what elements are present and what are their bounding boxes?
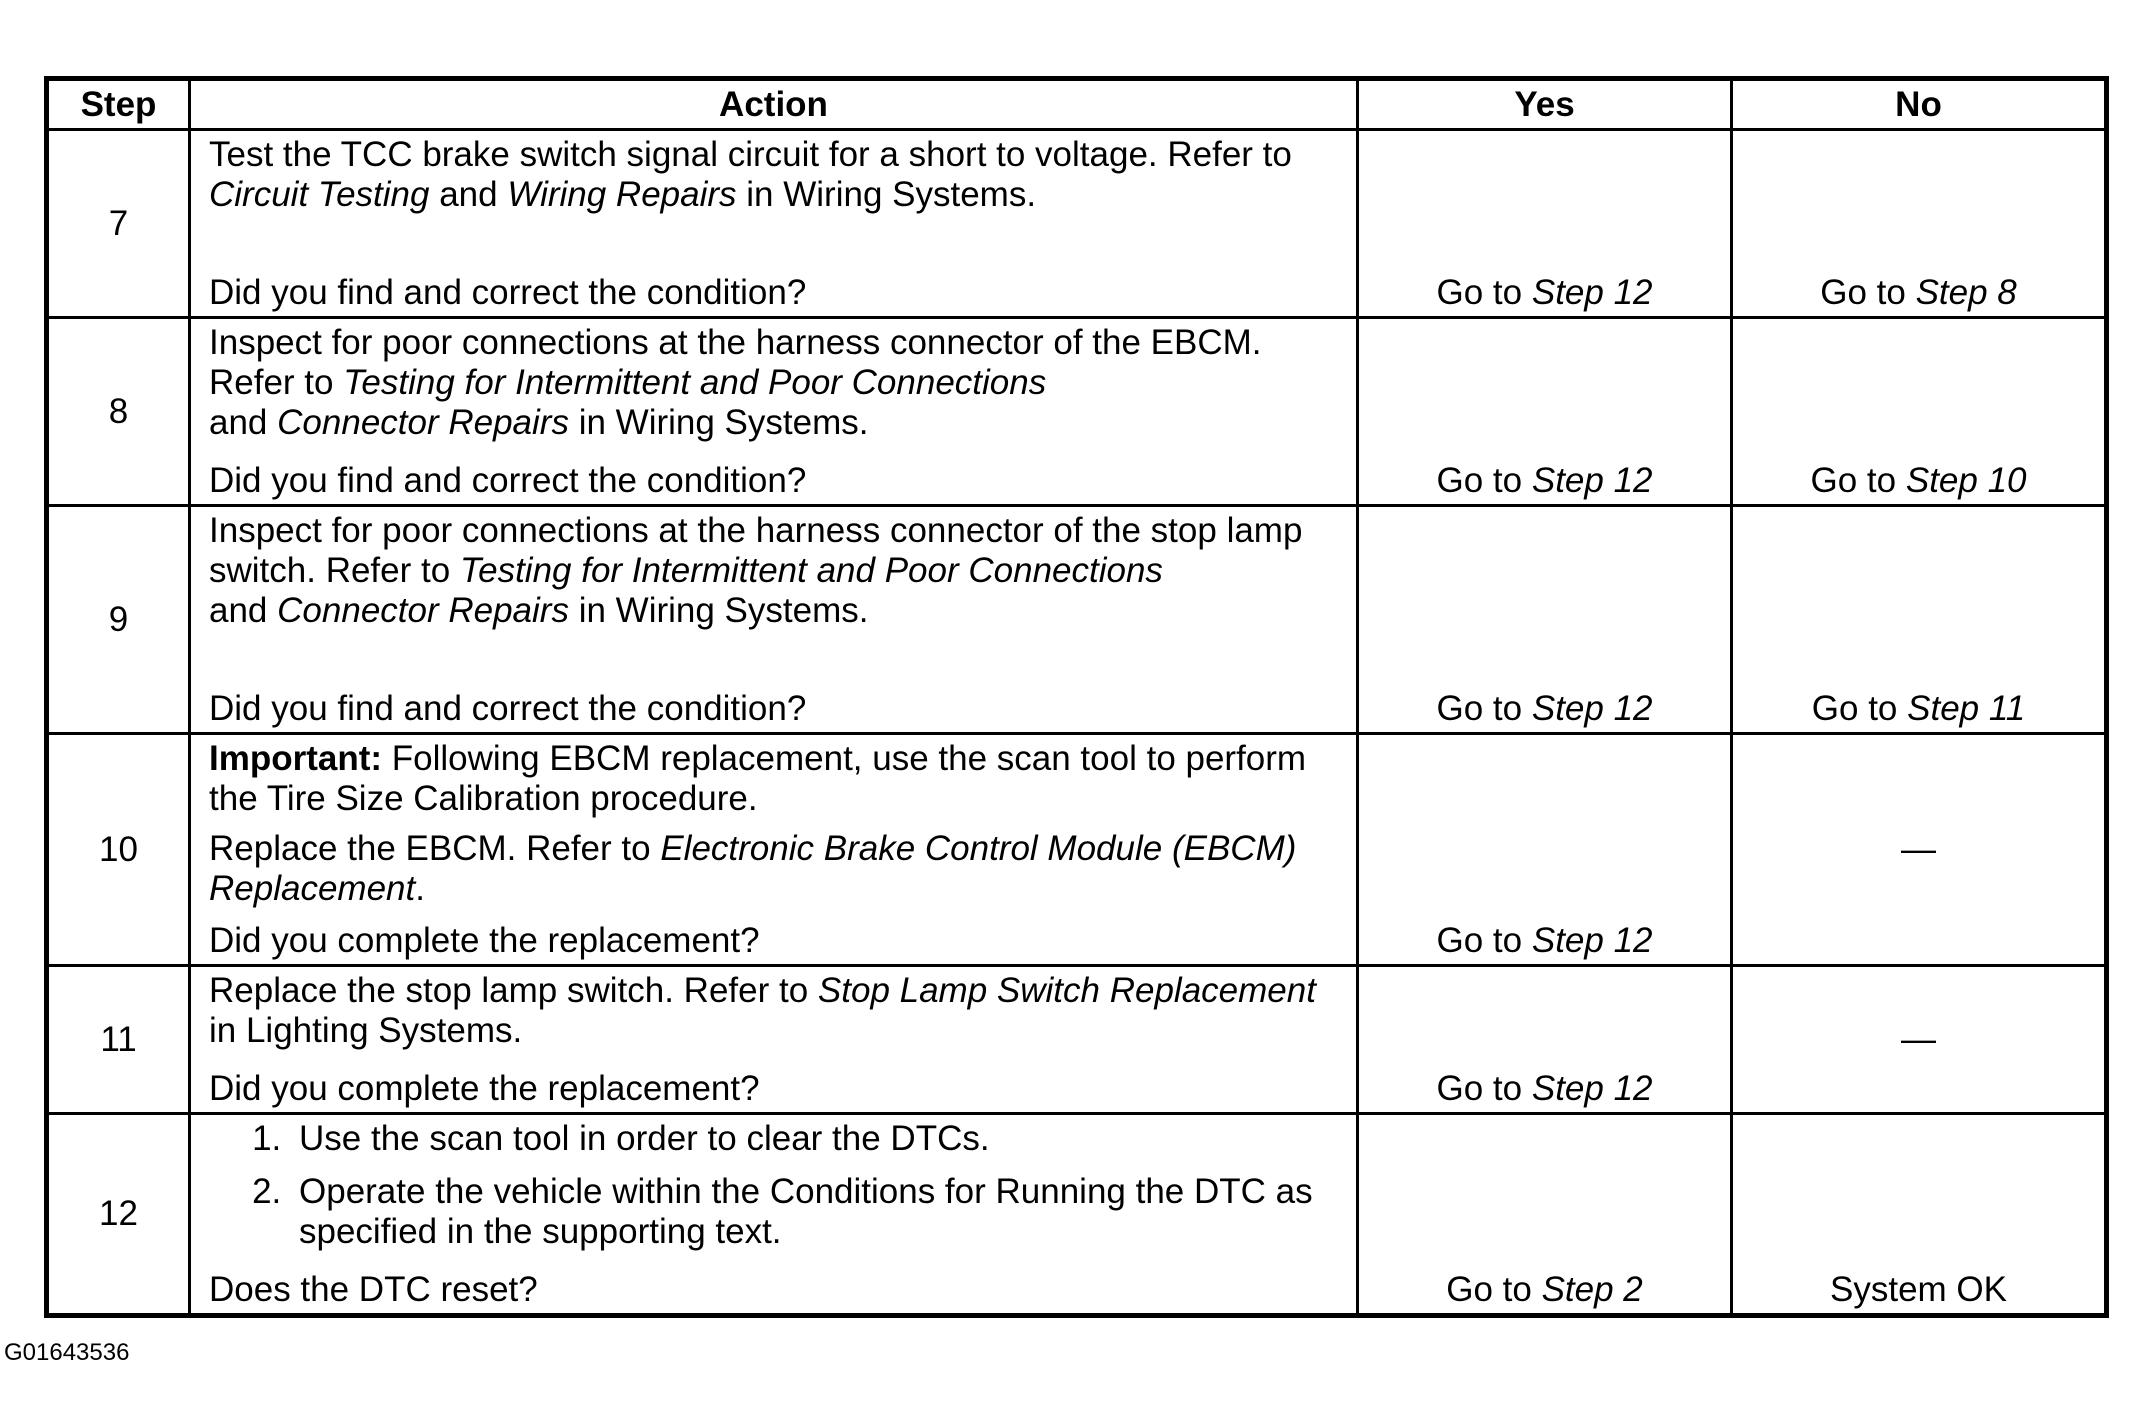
yes-step-ref: Step 12 [1531,461,1653,500]
table-row [47,1114,2107,1316]
step-number: 12 [47,1114,190,1316]
action-text: Replace the EBCM. Refer to Electronic Brake Control Module (EBCM) Replacement. [209,829,1297,908]
step-number: 8 [47,318,190,506]
table-row [47,318,2107,506]
step-number: 10 [47,734,190,966]
header-yes: Yes [1358,79,1732,130]
yes-cell: Go to Step 12 [1358,966,1732,1114]
yes-step-ref: Step 12 [1531,921,1653,960]
important-note: Important: Following EBCM replacement, use the scan tool to perform the Tire Size Calibration procedure. [209,739,1307,818]
diagnostic-table [44,76,2109,1318]
figure-id: G01643536 [4,1339,130,1366]
yes-step-ref: Step 12 [1531,1069,1653,1108]
yes-cell: Go to Step 12 [1358,506,1732,734]
header-no: No [1732,79,2107,130]
no-cell: Go to Step 8 [1732,130,2107,318]
step-number: 11 [47,966,190,1114]
important-label: Important: [209,739,383,778]
yes-step-ref: Step 12 [1531,273,1653,312]
action-text: Replace the stop lamp switch. Refer to Stop Lamp Switch Replacement in Lighting Systems. [209,971,1316,1050]
action-cell [190,734,1358,966]
doc-reference: Connector Repairs [277,403,569,442]
action-question: Did you complete the replacement? [209,1069,760,1108]
no-cell: — [1732,966,2107,1114]
yes-cell: Go to Step 12 [1358,318,1732,506]
header-row [47,79,2107,130]
step-number: 7 [47,130,190,318]
list-item: 1. Use the scan tool in order to clear the DTCs. [291,1119,1344,1159]
header-action: Action [190,79,1358,130]
action-question: Did you find and correct the condition? [209,689,807,728]
action-cell [190,318,1358,506]
procedure-list [209,1119,1344,1252]
action-text: Inspect for poor connections at the harness connector of the EBCM. Refer to Testing for Intermittent and Poor Connections and Connector Repairs in Wiring Systems. [209,323,1262,442]
action-question: Did you find and correct the condition? [209,273,807,312]
no-cell: Go to Step 10 [1732,318,2107,506]
doc-reference: Testing for Intermittent and Poor Connections [459,551,1163,590]
action-cell [190,130,1358,318]
no-step-ref: Step 8 [1915,273,2017,312]
action-cell [190,506,1358,734]
list-item: 2. Operate the vehicle within the Conditions for Running the DTC as specified in the supporting text. [291,1172,1344,1252]
no-cell: — [1732,734,2107,966]
table-row [47,734,2107,966]
yes-cell: Go to Step 12 [1358,734,1732,966]
action-text: Inspect for poor connections at the harness connector of the stop lamp switch. Refer to Testing for Intermittent and Poor Connections and Connector Repairs in Wiring Systems. [209,511,1303,630]
no-cell: Go to Step 11 [1732,506,2107,734]
doc-reference: Connector Repairs [277,591,569,630]
action-question: Does the DTC reset? [209,1270,538,1309]
doc-reference: Electronic Brake Control Module (EBCM) Replacement [209,829,1297,908]
doc-reference: Wiring Repairs [507,175,737,214]
no-cell: System OK [1732,1114,2107,1316]
yes-step-ref: Step 12 [1531,689,1653,728]
no-step-ref: Step 10 [1905,461,2027,500]
yes-cell: Go to Step 2 [1358,1114,1732,1316]
table-row [47,966,2107,1114]
action-question: Did you find and correct the condition? [209,461,807,500]
table-row [47,506,2107,734]
header-step: Step [47,79,190,130]
action-text: Test the TCC brake switch signal circuit for a short to voltage. Refer to Circuit Testing and Wiring Repairs in Wiring Systems. [209,135,1292,214]
action-cell [190,966,1358,1114]
doc-reference: Testing for Intermittent and Poor Connections [343,363,1047,402]
doc-reference: Circuit Testing [209,175,430,214]
yes-step-ref: Step 2 [1541,1270,1643,1309]
doc-reference: Stop Lamp Switch Replacement [817,971,1316,1010]
step-number: 9 [47,506,190,734]
table-row [47,130,2107,318]
action-cell [190,1114,1358,1316]
yes-cell: Go to Step 12 [1358,130,1732,318]
no-step-ref: Step 11 [1907,689,2026,728]
action-question: Did you complete the replacement? [209,921,760,960]
